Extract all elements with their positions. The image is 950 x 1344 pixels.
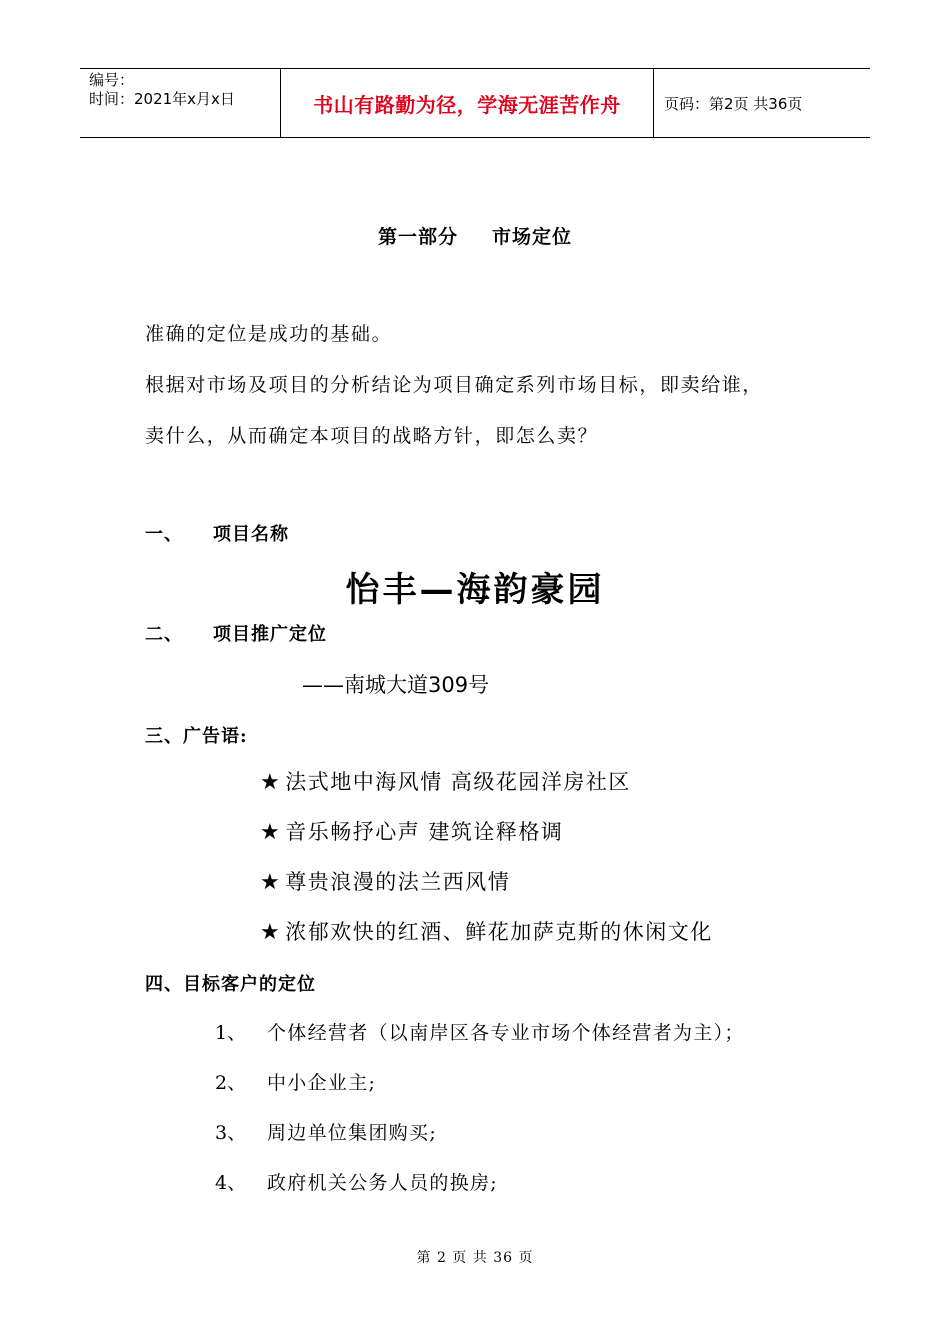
star-icon: ★ (260, 820, 282, 845)
intro-line-1: 准确的定位是成功的基础。 (145, 323, 393, 345)
intro-line-3: 卖什么，从而确定本项目的战略方针，即怎么卖？ (145, 425, 599, 447)
project-name: 怡丰—海韵豪园 (345, 570, 605, 610)
part-number: 第一部分 (377, 226, 458, 248)
slogan-4 (260, 916, 713, 946)
project-address: ——南城大道309号 (302, 673, 490, 697)
header-motto: 书山有路勤为径，学海无涯苦作舟 (281, 69, 654, 137)
time-label: 时间：2021年x月x日 (89, 90, 235, 108)
slogan-text: 音乐畅抒心声 建筑诠释格调 (285, 820, 564, 844)
intro-line-2: 根据对市场及项目的分析结论为项目确定系列市场目标，即卖给谁， (145, 374, 764, 396)
slogan-2 (260, 816, 563, 846)
list-text: 个体经营者（以南岸区各专业市场个体经营者为主）； (267, 1022, 745, 1044)
section-4-heading: 四、目标客户的定位 (145, 974, 316, 995)
section-3-heading: 三、广告语: (145, 726, 248, 747)
section-1-number: 一、 (145, 524, 183, 545)
serial-label: 编号： (89, 71, 135, 89)
section-1-heading (145, 520, 289, 546)
section-2-number: 二、 (145, 624, 183, 645)
star-icon: ★ (260, 870, 282, 895)
list-text: 政府机关公务人员的换房; (267, 1172, 499, 1194)
list-text: 周边单位集团购买; (267, 1122, 438, 1144)
slogan-3 (260, 866, 510, 896)
section-2-heading (145, 620, 327, 646)
list-item (215, 1118, 437, 1145)
slogan-text: 尊贵浪漫的法兰西风情 (285, 870, 511, 894)
list-item (215, 1068, 376, 1095)
star-icon: ★ (260, 770, 282, 795)
header-page-label: 页码：第2页 共36页 (664, 94, 803, 113)
list-text: 中小企业主; (267, 1072, 377, 1094)
list-index: 1、 (215, 1022, 247, 1044)
part-name: 市场定位 (492, 226, 573, 248)
list-item (215, 1168, 498, 1195)
section-2-title: 项目推广定位 (213, 624, 327, 645)
slogan-1 (260, 766, 631, 796)
slogan-text: 法式地中海风情 高级花园洋房社区 (285, 770, 631, 794)
page-footer: 第 2 页 共 36 页 (416, 1250, 534, 1266)
list-item (215, 1018, 745, 1045)
header-left-cell (80, 69, 281, 137)
slogan-text: 浓郁欢快的红酒、鲜花加萨克斯的休闲文化 (285, 920, 713, 944)
list-index: 2、 (215, 1072, 247, 1094)
section-1-title: 项目名称 (213, 524, 289, 545)
part-title (0, 222, 950, 249)
list-index: 4、 (215, 1172, 247, 1194)
page-header (80, 68, 870, 138)
list-index: 3、 (215, 1122, 247, 1144)
star-icon: ★ (260, 920, 282, 945)
